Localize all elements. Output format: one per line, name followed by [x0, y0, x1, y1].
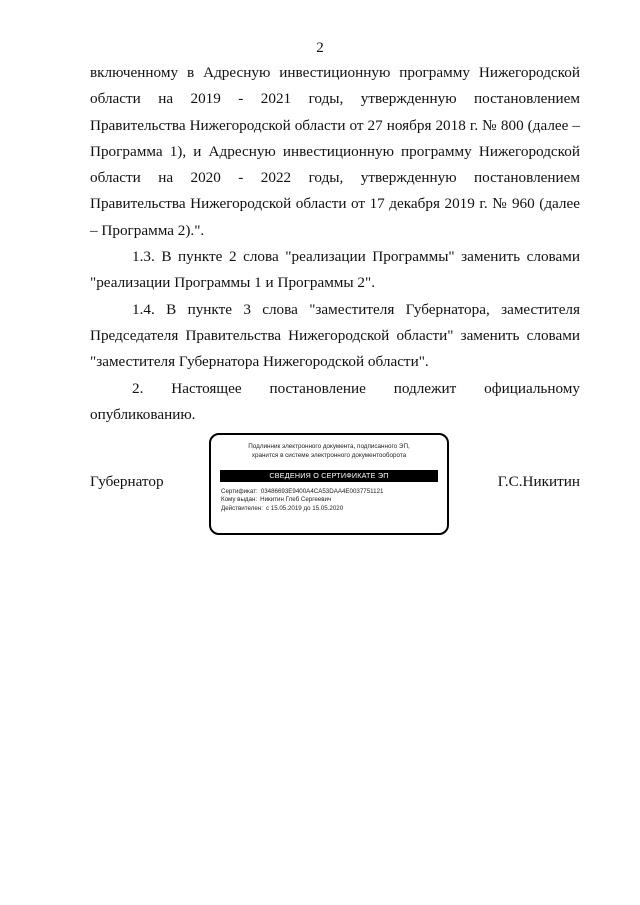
owner-line	[221, 496, 447, 504]
document-body	[90, 60, 580, 428]
paragraph-2: 2. Настоящее постановление подлежит официальному опубликованию.	[90, 379, 580, 423]
validity-label: Действителен:	[221, 504, 263, 512]
stamp-header-line-2: хранится в системе электронного документооборота	[251, 452, 407, 459]
paragraph-1-3: 1.3. В пункте 2 слова "реализации Программы" заменить словами "реализации Программы 1 и Программы 2".	[90, 248, 580, 292]
certificate-serial: 03486693E9400A4CA53DAA4E0037751121	[260, 488, 384, 495]
paragraph-1-4: 1.4. В пункте 3 слова "заместителя Губернатора, заместителя Председателя Правительства Нижегородской области" заменить словами "заместителя Губернатора Нижегородской области".	[90, 300, 580, 371]
stamp-header	[211, 442, 447, 460]
validity-line	[221, 505, 447, 513]
page-number: 2	[316, 40, 324, 56]
stamp-details	[221, 488, 447, 513]
electronic-signature-stamp	[209, 433, 449, 535]
owner-name: Никитин Глеб Сергеевич	[260, 496, 332, 504]
stamp-header-line-1: Подлинник электронного документа, подписанного ЭП,	[248, 443, 410, 450]
owner-label: Кому выдан:	[221, 496, 258, 504]
certificate-label: Сертификат:	[221, 488, 258, 495]
signatory-name: Г.С.Никитин	[497, 473, 580, 490]
validity-period: с 15.05.2019 до 15.05.2020	[265, 504, 344, 512]
stamp-title-bar: СВЕДЕНИЯ О СЕРТИФИКАТЕ ЭП	[220, 470, 438, 482]
signatory-title: Губернатор	[90, 473, 164, 490]
certificate-line	[221, 488, 447, 496]
paragraph-continuation: включенному в Адресную инвестиционную программу Нижегородской области на 2019 - 2021 годы, утвержденную постановлением Правительства Нижегородской области от 27 ноября 2018 г. № 800 (далее – Программа 1), и Адресную инвестиционную программу Нижегородской области на 2020 - 2022 годы, утвержденную постановлением Правительства Нижегородской области от 17 декабря 2019 г. № 960 (далее – Программа 2).".	[90, 64, 580, 239]
